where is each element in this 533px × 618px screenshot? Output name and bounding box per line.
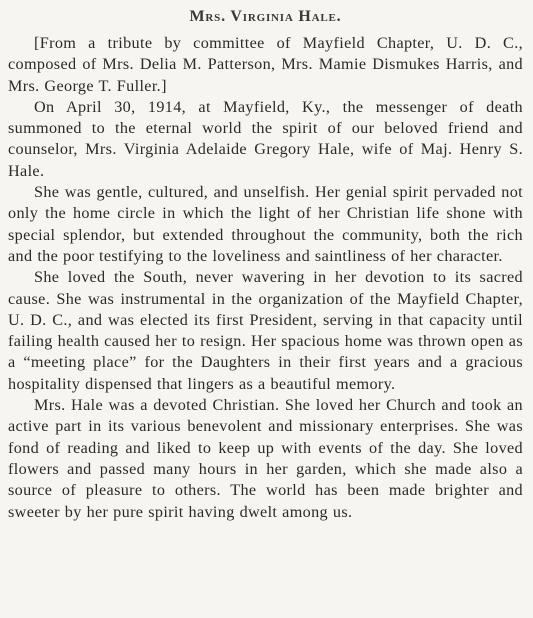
death-notice-paragraph: On April 30, 1914, at Mayfield, Ky., the messenger of death summoned to the eternal world the spirit of our beloved friend and counselor, Mrs. Virginia Adelaide Gregory Hale, wife of Maj. Henry S. Hale.	[8, 97, 523, 180]
article-title: Mrs. Virginia Hale.	[189, 8, 342, 25]
tribute-credit-paragraph: [From a tribute by committee of Mayfield Chapter, U. D. C., composed of Mrs. Delia M. Patterson, Mrs. Mamie Dismukes Harris, and Mrs. George T. Fuller.]	[8, 34, 523, 95]
character-paragraph: She was gentle, cultured, and unselfish. Her genial spirit pervaded not only the home circle in which the light of her Christian life shone with special splendor, but extended throughout the community, both the rich and the poor testifying to the loveliness and saintliness of her character.	[8, 183, 523, 265]
chapter-service-paragraph: She loved the South, never wavering in her devotion to its sacred cause. She was instrumental in the organization of the Mayfield Chapter, U. D. C., and was elected its first President, serving in that capacity until failing health caused her to resign. Her spacious home was thrown open as a “meeting place” for the Daughters in their first years and a gracious hospitality dispensed that lingers as a beautiful memory.	[8, 268, 523, 393]
christian-life-paragraph: Mrs. Hale was a devoted Christian. She loved her Church and took an active part in its various benevolent and missionary enterprises. She was fond of reading and liked to keep up with events of the day. She loved flowers and passed many hours in her garden, which she made also a source of pleasure to others. The world has been made brighter and sweeter by her pure spirit having dwelt among us.	[8, 396, 523, 521]
